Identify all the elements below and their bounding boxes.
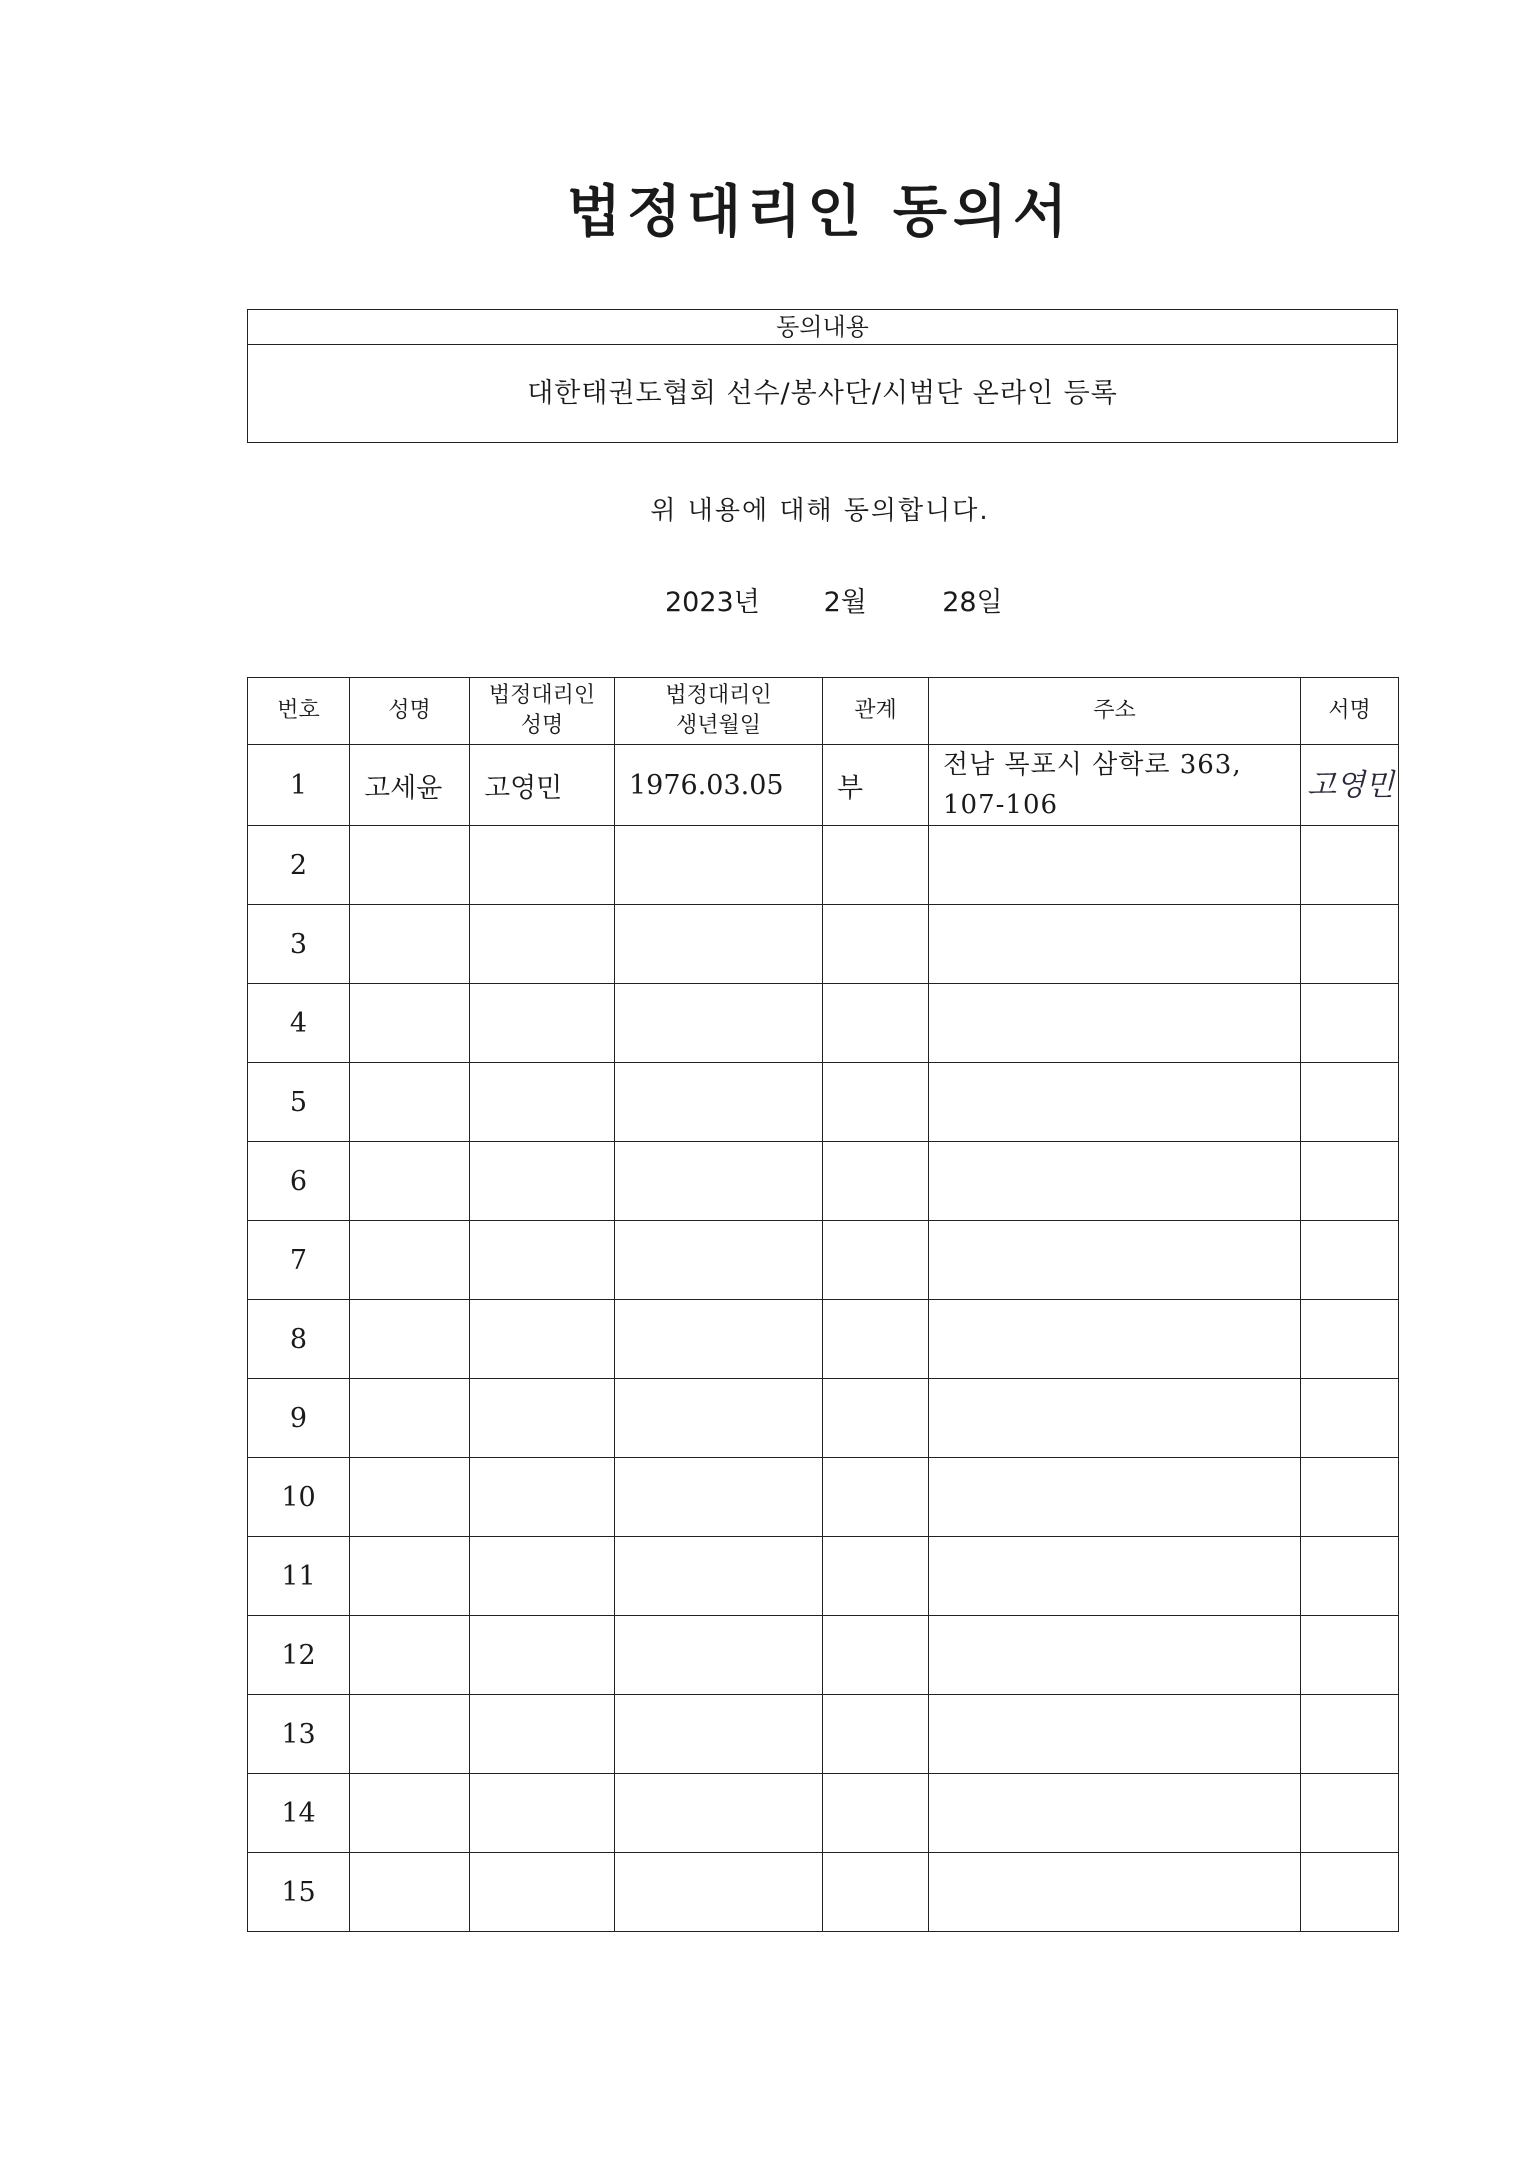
header-address: 주소	[929, 678, 1301, 745]
table-row	[248, 1221, 1399, 1300]
cell-guardian-birth	[615, 1695, 823, 1774]
cell-address	[929, 1221, 1301, 1300]
cell-relation	[823, 1221, 929, 1300]
cell-guardian-birth	[615, 1774, 823, 1853]
cell-guardian-name	[470, 1774, 615, 1853]
header-relation: 관계	[823, 678, 929, 745]
handwritten-signature	[1305, 761, 1413, 807]
cell-signature	[1301, 1537, 1399, 1616]
cell-guardian-birth	[615, 1379, 823, 1458]
cell-guardian-birth	[615, 1616, 823, 1695]
cell-name	[350, 1063, 470, 1142]
cell-address	[929, 1458, 1301, 1537]
header-guardian-name-line1: 법정대리인	[488, 683, 596, 708]
cell-guardian-name	[470, 905, 615, 984]
cell-relation	[823, 1300, 929, 1379]
header-signature: 서명	[1301, 678, 1399, 745]
header-guardian-birth-line2: 생년월일	[675, 713, 761, 738]
cell-guardian-birth	[615, 1142, 823, 1221]
cell-guardian-birth	[615, 1537, 823, 1616]
cell-name	[350, 1379, 470, 1458]
cell-relation	[823, 1616, 929, 1695]
table-row	[248, 1142, 1399, 1221]
cell-address	[929, 1142, 1301, 1221]
cell-address	[929, 905, 1301, 984]
cell-address	[929, 1537, 1301, 1616]
cell-guardian-name	[470, 1537, 615, 1616]
cell-number: 11	[248, 1537, 350, 1616]
cell-signature	[1301, 1458, 1399, 1537]
table-row	[248, 1379, 1399, 1458]
cell-relation	[823, 1379, 929, 1458]
cell-guardian-name	[470, 826, 615, 905]
cell-guardian-name	[470, 984, 615, 1063]
cell-guardian-name	[470, 1221, 615, 1300]
signature-text: 고영민	[1307, 768, 1394, 803]
cell-guardian-birth	[615, 1853, 823, 1932]
cell-signature	[1301, 1379, 1399, 1458]
header-guardian-name-line2: 성명	[520, 713, 564, 738]
consent-box	[247, 309, 1398, 443]
consent-heading: 동의내용	[248, 310, 1397, 345]
cell-signature	[1301, 1063, 1399, 1142]
cell-relation	[823, 905, 929, 984]
cell-guardian-birth	[615, 1300, 823, 1379]
cell-address	[929, 1853, 1301, 1932]
table-row	[248, 984, 1399, 1063]
header-guardian-name	[470, 678, 615, 745]
cell-signature	[1301, 1616, 1399, 1695]
table-row	[248, 745, 1399, 826]
cell-guardian-name	[470, 1853, 615, 1932]
date-year: 2023년	[665, 587, 760, 618]
table-row	[248, 826, 1399, 905]
cell-guardian-name	[470, 1695, 615, 1774]
cell-name	[350, 1537, 470, 1616]
cell-number: 14	[248, 1774, 350, 1853]
table-row	[248, 1063, 1399, 1142]
cell-number: 9	[248, 1379, 350, 1458]
cell-name	[350, 1774, 470, 1853]
cell-relation	[823, 1774, 929, 1853]
cell-number: 12	[248, 1616, 350, 1695]
cell-signature	[1301, 1695, 1399, 1774]
cell-name: 고세윤	[350, 745, 470, 826]
cell-name	[350, 1695, 470, 1774]
cell-address	[929, 1695, 1301, 1774]
cell-relation	[823, 1853, 929, 1932]
cell-number: 3	[248, 905, 350, 984]
cell-signature	[1301, 1221, 1399, 1300]
cell-guardian-birth	[615, 984, 823, 1063]
cell-address	[929, 984, 1301, 1063]
table-row	[248, 1537, 1399, 1616]
cell-number: 5	[248, 1063, 350, 1142]
consent-date	[665, 580, 1003, 619]
cell-name	[350, 1221, 470, 1300]
table-row	[248, 1774, 1399, 1853]
cell-signature	[1301, 1300, 1399, 1379]
header-guardian-birth	[615, 678, 823, 745]
agreement-statement: 위 내용에 대해 동의합니다.	[650, 496, 990, 526]
cell-relation	[823, 1458, 929, 1537]
cell-address	[929, 1300, 1301, 1379]
table-header-row	[248, 678, 1399, 745]
cell-relation	[823, 1142, 929, 1221]
cell-signature	[1301, 1142, 1399, 1221]
cell-relation	[823, 1695, 929, 1774]
guardian-table-wrap	[247, 677, 1398, 1932]
cell-guardian-name	[470, 1142, 615, 1221]
cell-name	[350, 905, 470, 984]
table-row	[248, 1695, 1399, 1774]
cell-guardian-name	[470, 1458, 615, 1537]
cell-guardian-name	[470, 1616, 615, 1695]
cell-guardian-birth	[615, 1221, 823, 1300]
cell-signature	[1301, 826, 1399, 905]
cell-guardian-birth	[615, 905, 823, 984]
cell-relation	[823, 826, 929, 905]
table-row	[248, 905, 1399, 984]
cell-name	[350, 826, 470, 905]
cell-signature	[1301, 1853, 1399, 1932]
date-day: 28일	[942, 587, 1003, 618]
cell-guardian-birth	[615, 1063, 823, 1142]
cell-address	[929, 826, 1301, 905]
cell-relation	[823, 1063, 929, 1142]
cell-number: 13	[248, 1695, 350, 1774]
cell-address	[929, 1379, 1301, 1458]
cell-signature	[1301, 984, 1399, 1063]
cell-guardian-name	[470, 1063, 615, 1142]
cell-relation: 부	[823, 745, 929, 826]
cell-number: 6	[248, 1142, 350, 1221]
cell-name	[350, 1300, 470, 1379]
cell-address	[929, 1616, 1301, 1695]
cell-number: 15	[248, 1853, 350, 1932]
cell-signature	[1301, 905, 1399, 984]
cell-name	[350, 1616, 470, 1695]
cell-number: 2	[248, 826, 350, 905]
cell-guardian-name	[470, 1379, 615, 1458]
table-row	[248, 1616, 1399, 1695]
cell-guardian-birth: 1976.03.05	[615, 745, 823, 826]
cell-name	[350, 984, 470, 1063]
cell-number: 4	[248, 984, 350, 1063]
cell-number: 8	[248, 1300, 350, 1379]
cell-name	[350, 1458, 470, 1537]
document-title: 법정대리인 동의서	[566, 179, 1074, 245]
cell-guardian-name: 고영민	[470, 745, 615, 826]
header-number: 번호	[248, 678, 350, 745]
cell-address: 전남 목포시 삼학로 363, 107-106	[929, 745, 1301, 826]
cell-number: 1	[248, 745, 350, 826]
table-row	[248, 1300, 1399, 1379]
cell-address	[929, 1063, 1301, 1142]
cell-guardian-birth	[615, 1458, 823, 1537]
consent-content: 대한태권도협회 선수/봉사단/시범단 온라인 등록	[527, 378, 1118, 409]
header-name: 성명	[350, 678, 470, 745]
cell-number: 7	[248, 1221, 350, 1300]
cell-guardian-name	[470, 1300, 615, 1379]
cell-address	[929, 1774, 1301, 1853]
table-row	[248, 1853, 1399, 1932]
cell-name	[350, 1853, 470, 1932]
cell-relation	[823, 984, 929, 1063]
cell-name	[350, 1142, 470, 1221]
cell-signature	[1301, 745, 1399, 826]
cell-number: 10	[248, 1458, 350, 1537]
date-month: 2월	[823, 587, 867, 618]
header-guardian-birth-line1: 법정대리인	[665, 683, 772, 708]
table-row	[248, 1458, 1399, 1537]
cell-guardian-birth	[615, 826, 823, 905]
cell-signature	[1301, 1774, 1399, 1853]
guardian-table	[247, 677, 1399, 1932]
cell-relation	[823, 1537, 929, 1616]
